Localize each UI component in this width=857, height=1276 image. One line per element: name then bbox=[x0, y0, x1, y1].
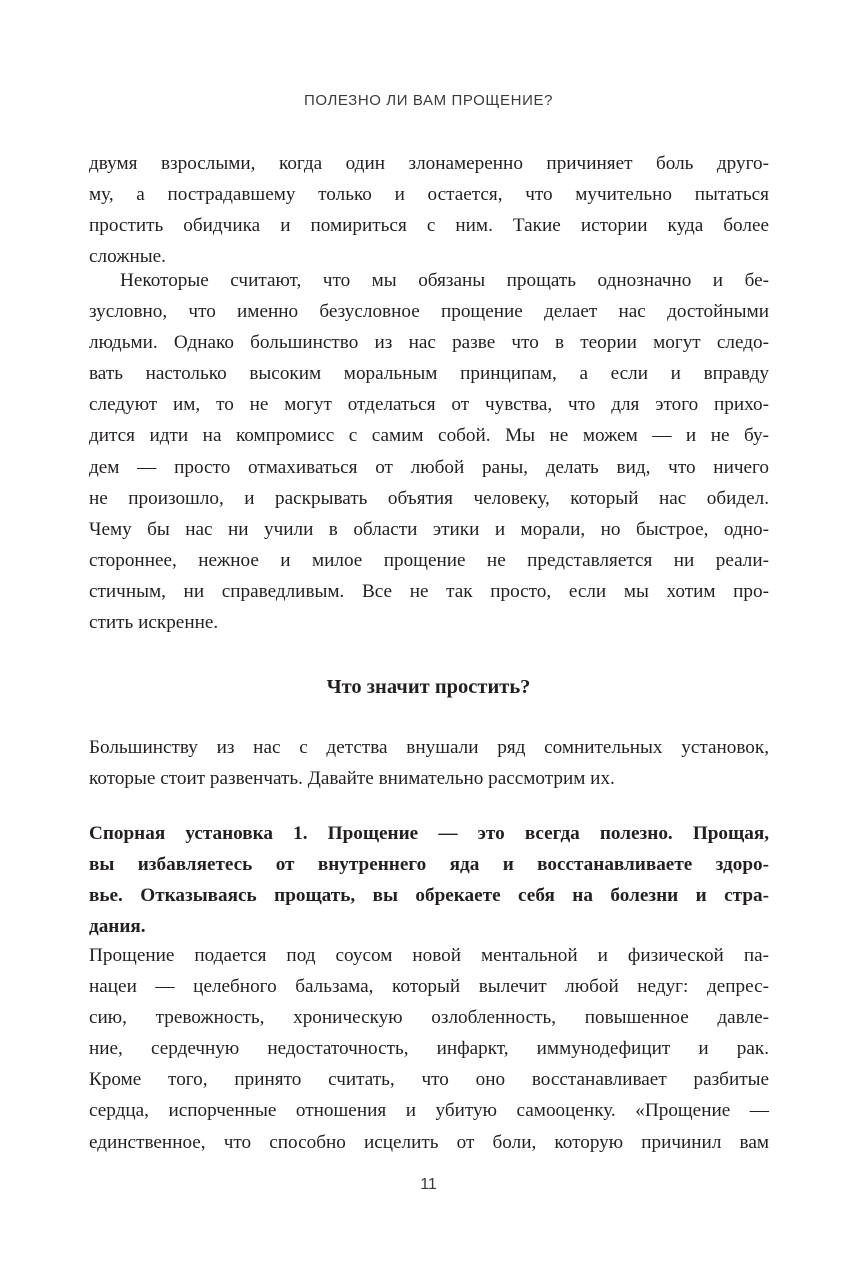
text-line: Спорная установка 1. Прощение — это всегда полезно. Прощая, bbox=[89, 823, 769, 844]
text-line: которые стоит развенчать. Давайте внимательно рассмотрим их. bbox=[89, 768, 615, 790]
paragraph-3 bbox=[89, 732, 769, 794]
text-line: следуют им, то не могут отделаться от чувства, что для этого прихо- bbox=[89, 394, 769, 416]
text-line: Чему бы нас ни учили в области этики и морали, но быстрое, одно- bbox=[89, 518, 769, 540]
text-line: дания. bbox=[89, 916, 146, 938]
text-line: дем — просто отмахиваться от любой раны, делать вид, что ничего bbox=[89, 456, 769, 478]
text-line: ние, сердечную недостаточность, инфаркт, иммунодефицит и рак. bbox=[89, 1038, 769, 1060]
text-line: простить обидчика и помириться с ним. Такие истории куда более bbox=[89, 215, 769, 237]
paragraph-1 bbox=[89, 148, 769, 272]
text-line: дится идти на компромисс с самим собой. Мы не можем — и не бу- bbox=[89, 425, 769, 447]
text-line: зусловно, что именно безусловное прощение делает нас достойными bbox=[89, 301, 769, 323]
text-line: Кроме того, принято считать, что оно восстанавливает разбитые bbox=[89, 1069, 769, 1091]
claim-1 bbox=[89, 818, 769, 942]
text-line: единственное, что способно исцелить от боли, которую причинил вам bbox=[89, 1131, 769, 1153]
text-line: сердца, испорченные отношения и убитую самооценку. «Прощение — bbox=[89, 1100, 769, 1122]
page-number: 11 bbox=[420, 1176, 437, 1193]
text-line: вать настолько высоким моральным принципам, а если и вправду bbox=[89, 363, 769, 385]
text-line: Большинству из нас с детства внушали ряд сомнительных установок, bbox=[89, 737, 769, 758]
text-line: стичным, ни справедливым. Все не так просто, если мы хотим про- bbox=[89, 580, 769, 602]
text-line: Некоторые считают, что мы обязаны прощать однозначно и бе- bbox=[120, 270, 769, 291]
section-heading: Что значит простить? bbox=[326, 676, 531, 698]
text-line: людьми. Однако большинство из нас разве что в теории могут следо- bbox=[89, 332, 769, 354]
paragraph-4 bbox=[89, 940, 769, 1158]
text-line: вье. Отказываясь прощать, вы обрекаете себя на болезни и стра- bbox=[89, 885, 769, 907]
text-line: нацеи — целебного бальзама, который вылечит любой недуг: депрес- bbox=[89, 976, 769, 998]
text-line: стить искренне. bbox=[89, 612, 219, 634]
text-line: двумя взрослыми, когда один злонамеренно причиняет боль друго- bbox=[89, 153, 769, 174]
text-line: сию, тревожность, хроническую озлобленность, повышенное давле- bbox=[89, 1007, 769, 1029]
text-line: не произошло, и раскрывать объятия человеку, который нас обидел. bbox=[89, 487, 769, 509]
running-head: ПОЛЕЗНО ЛИ ВАМ ПРОЩЕНИЕ? bbox=[303, 92, 554, 109]
paragraph-2 bbox=[89, 265, 769, 638]
text-line: вы избавляетесь от внутреннего яда и восстанавливаете здоро- bbox=[89, 854, 769, 876]
text-line: сложные. bbox=[89, 246, 166, 268]
text-line: Прощение подается под соусом новой ментальной и физической па- bbox=[89, 945, 769, 966]
text-line: му, а пострадавшему только и остается, что мучительно пытаться bbox=[89, 184, 769, 206]
text-line: стороннее, нежное и милое прощение не представляется ни реали- bbox=[89, 549, 769, 571]
